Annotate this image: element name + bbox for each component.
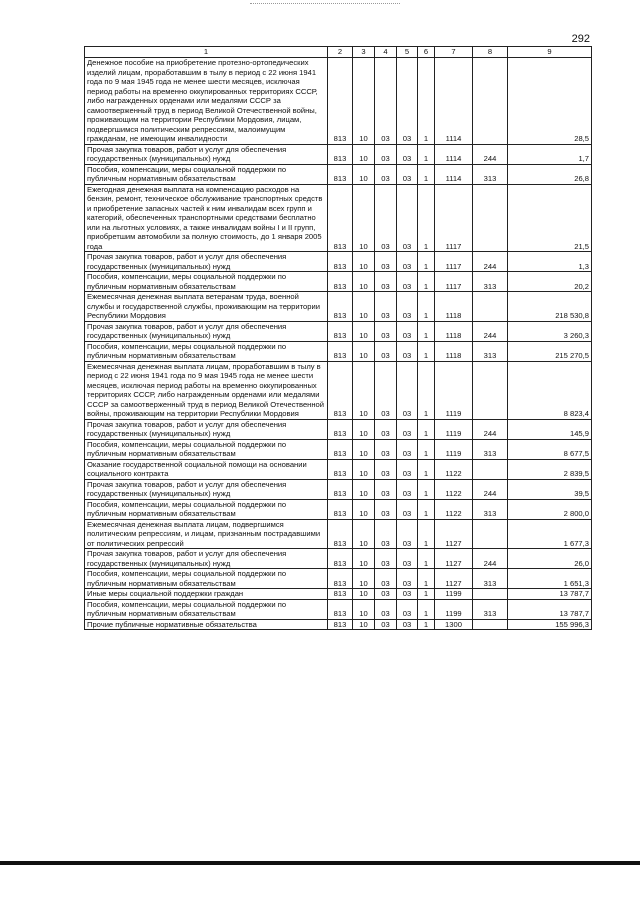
code-cell: 813 bbox=[328, 252, 353, 272]
column-header: 4 bbox=[375, 47, 397, 58]
code-cell: 03 bbox=[397, 519, 418, 549]
row-name: Пособия, компенсации, меры социальной поддержки по публичным нормативным обязательствам bbox=[85, 272, 328, 292]
code-cell: 813 bbox=[328, 341, 353, 361]
code-cell: 03 bbox=[397, 184, 418, 252]
code-cell: 1 bbox=[418, 419, 435, 439]
table-row bbox=[85, 459, 592, 479]
code-cell: 03 bbox=[375, 589, 397, 600]
code-cell: 1119 bbox=[435, 439, 473, 459]
code-cell: 03 bbox=[397, 321, 418, 341]
code-cell: 813 bbox=[328, 619, 353, 630]
code-cell: 03 bbox=[375, 252, 397, 272]
code-cell: 1 bbox=[418, 439, 435, 459]
code-cell: 813 bbox=[328, 321, 353, 341]
table-row bbox=[85, 479, 592, 499]
code-cell: 813 bbox=[328, 144, 353, 164]
code-cell: 244 bbox=[473, 321, 508, 341]
table-row bbox=[85, 619, 592, 630]
code-cell: 1 bbox=[418, 321, 435, 341]
row-name: Прочая закупка товаров, работ и услуг для обеспечения государственных (муниципальных) нужд bbox=[85, 549, 328, 569]
amount-cell: 218 530,8 bbox=[508, 292, 592, 322]
code-cell: 813 bbox=[328, 499, 353, 519]
code-cell: 03 bbox=[375, 164, 397, 184]
table-row bbox=[85, 419, 592, 439]
code-cell: 10 bbox=[353, 439, 375, 459]
code-cell: 03 bbox=[397, 599, 418, 619]
code-cell: 244 bbox=[473, 252, 508, 272]
column-header: 6 bbox=[418, 47, 435, 58]
header-row bbox=[85, 47, 592, 58]
code-cell bbox=[473, 519, 508, 549]
column-header: 2 bbox=[328, 47, 353, 58]
code-cell: 1117 bbox=[435, 252, 473, 272]
code-cell: 1 bbox=[418, 569, 435, 589]
code-cell: 1127 bbox=[435, 519, 473, 549]
code-cell: 03 bbox=[397, 569, 418, 589]
code-cell: 03 bbox=[375, 499, 397, 519]
code-cell: 1 bbox=[418, 599, 435, 619]
code-cell: 813 bbox=[328, 589, 353, 600]
code-cell: 313 bbox=[473, 272, 508, 292]
code-cell: 1118 bbox=[435, 321, 473, 341]
code-cell: 1 bbox=[418, 144, 435, 164]
code-cell: 03 bbox=[397, 479, 418, 499]
column-header: 9 bbox=[508, 47, 592, 58]
code-cell: 313 bbox=[473, 599, 508, 619]
table-row bbox=[85, 519, 592, 549]
page-number: 292 bbox=[571, 33, 590, 45]
code-cell: 813 bbox=[328, 519, 353, 549]
column-header: 7 bbox=[435, 47, 473, 58]
code-cell: 10 bbox=[353, 164, 375, 184]
amount-cell: 8 823,4 bbox=[508, 361, 592, 419]
amount-cell: 26,8 bbox=[508, 164, 592, 184]
row-name: Пособия, компенсации, меры социальной поддержки по публичным нормативным обязательствам bbox=[85, 599, 328, 619]
column-header: 5 bbox=[397, 47, 418, 58]
code-cell: 03 bbox=[375, 619, 397, 630]
code-cell: 03 bbox=[375, 549, 397, 569]
code-cell: 10 bbox=[353, 341, 375, 361]
code-cell: 1122 bbox=[435, 499, 473, 519]
table-row bbox=[85, 321, 592, 341]
code-cell: 10 bbox=[353, 419, 375, 439]
table-row bbox=[85, 58, 592, 145]
amount-cell: 20,2 bbox=[508, 272, 592, 292]
code-cell: 10 bbox=[353, 479, 375, 499]
code-cell: 03 bbox=[397, 164, 418, 184]
code-cell bbox=[473, 58, 508, 145]
code-cell: 03 bbox=[375, 459, 397, 479]
row-name: Оказание государственной социальной помощи на основании социального контракта bbox=[85, 459, 328, 479]
amount-cell: 3 260,3 bbox=[508, 321, 592, 341]
code-cell bbox=[473, 184, 508, 252]
code-cell: 1114 bbox=[435, 164, 473, 184]
code-cell: 1199 bbox=[435, 589, 473, 600]
amount-cell: 2 800,0 bbox=[508, 499, 592, 519]
code-cell: 313 bbox=[473, 341, 508, 361]
code-cell: 03 bbox=[397, 459, 418, 479]
code-cell: 813 bbox=[328, 439, 353, 459]
row-name: Ежемесячная денежная выплата лицам, подвергшимся политическим репрессиям, и лицам, признанным пострадавшими от политических репрессий bbox=[85, 519, 328, 549]
amount-cell: 13 787,7 bbox=[508, 589, 592, 600]
code-cell: 03 bbox=[375, 272, 397, 292]
code-cell: 03 bbox=[397, 252, 418, 272]
row-name: Пособия, компенсации, меры социальной поддержки по публичным нормативным обязательствам bbox=[85, 569, 328, 589]
code-cell: 1119 bbox=[435, 361, 473, 419]
code-cell: 03 bbox=[397, 272, 418, 292]
table-row bbox=[85, 292, 592, 322]
table-row bbox=[85, 439, 592, 459]
table-row bbox=[85, 341, 592, 361]
amount-cell: 2 839,5 bbox=[508, 459, 592, 479]
table-row bbox=[85, 184, 592, 252]
code-cell: 10 bbox=[353, 569, 375, 589]
code-cell: 1 bbox=[418, 549, 435, 569]
code-cell: 813 bbox=[328, 549, 353, 569]
code-cell: 03 bbox=[375, 599, 397, 619]
code-cell: 313 bbox=[473, 439, 508, 459]
row-name: Прочая закупка товаров, работ и услуг для обеспечения государственных (муниципальных) нужд bbox=[85, 144, 328, 164]
code-cell: 1 bbox=[418, 252, 435, 272]
row-name: Прочая закупка товаров, работ и услуг для обеспечения государственных (муниципальных) нужд bbox=[85, 479, 328, 499]
code-cell: 813 bbox=[328, 164, 353, 184]
amount-cell: 1 677,3 bbox=[508, 519, 592, 549]
code-cell bbox=[473, 619, 508, 630]
row-name: Прочая закупка товаров, работ и услуг для обеспечения государственных (муниципальных) нужд bbox=[85, 252, 328, 272]
code-cell: 1 bbox=[418, 589, 435, 600]
code-cell: 244 bbox=[473, 549, 508, 569]
row-name: Прочая закупка товаров, работ и услуг для обеспечения государственных (муниципальных) нужд bbox=[85, 419, 328, 439]
table-row bbox=[85, 144, 592, 164]
code-cell: 03 bbox=[397, 341, 418, 361]
column-header: 3 bbox=[353, 47, 375, 58]
code-cell: 1 bbox=[418, 272, 435, 292]
amount-cell: 1 651,3 bbox=[508, 569, 592, 589]
code-cell: 03 bbox=[375, 58, 397, 145]
amount-cell: 39,5 bbox=[508, 479, 592, 499]
row-name: Прочая закупка товаров, работ и услуг для обеспечения государственных (муниципальных) нужд bbox=[85, 321, 328, 341]
code-cell: 03 bbox=[397, 499, 418, 519]
code-cell: 10 bbox=[353, 144, 375, 164]
code-cell: 1122 bbox=[435, 479, 473, 499]
amount-cell: 1,3 bbox=[508, 252, 592, 272]
code-cell: 813 bbox=[328, 479, 353, 499]
code-cell bbox=[473, 589, 508, 600]
code-cell: 313 bbox=[473, 164, 508, 184]
code-cell: 03 bbox=[397, 619, 418, 630]
code-cell: 1117 bbox=[435, 184, 473, 252]
table-row bbox=[85, 361, 592, 419]
code-cell: 813 bbox=[328, 599, 353, 619]
code-cell: 10 bbox=[353, 619, 375, 630]
code-cell: 1118 bbox=[435, 292, 473, 322]
code-cell bbox=[473, 292, 508, 322]
code-cell: 1 bbox=[418, 499, 435, 519]
row-name: Пособия, компенсации, меры социальной поддержки по публичным нормативным обязательствам bbox=[85, 439, 328, 459]
column-header: 1 bbox=[85, 47, 328, 58]
code-cell: 1 bbox=[418, 164, 435, 184]
code-cell: 813 bbox=[328, 272, 353, 292]
table-row bbox=[85, 272, 592, 292]
code-cell: 10 bbox=[353, 549, 375, 569]
code-cell: 1 bbox=[418, 479, 435, 499]
amount-cell: 26,0 bbox=[508, 549, 592, 569]
code-cell: 1 bbox=[418, 459, 435, 479]
code-cell: 1 bbox=[418, 341, 435, 361]
row-name: Пособия, компенсации, меры социальной поддержки по публичным нормативным обязательствам bbox=[85, 164, 328, 184]
amount-cell: 8 677,5 bbox=[508, 439, 592, 459]
table-row bbox=[85, 599, 592, 619]
code-cell: 1118 bbox=[435, 341, 473, 361]
code-cell: 10 bbox=[353, 589, 375, 600]
code-cell: 03 bbox=[397, 419, 418, 439]
code-cell: 03 bbox=[375, 184, 397, 252]
code-cell: 1300 bbox=[435, 619, 473, 630]
code-cell: 03 bbox=[397, 58, 418, 145]
code-cell: 813 bbox=[328, 184, 353, 252]
code-cell: 813 bbox=[328, 58, 353, 145]
row-name: Иные меры социальной поддержки граждан bbox=[85, 589, 328, 600]
table-row bbox=[85, 164, 592, 184]
code-cell: 10 bbox=[353, 519, 375, 549]
code-cell: 10 bbox=[353, 499, 375, 519]
code-cell: 1127 bbox=[435, 549, 473, 569]
code-cell: 03 bbox=[375, 419, 397, 439]
code-cell: 813 bbox=[328, 459, 353, 479]
code-cell: 1117 bbox=[435, 272, 473, 292]
scan-border bbox=[0, 861, 640, 865]
code-cell: 03 bbox=[375, 361, 397, 419]
table-row bbox=[85, 549, 592, 569]
code-cell: 1 bbox=[418, 361, 435, 419]
column-header: 8 bbox=[473, 47, 508, 58]
code-cell: 313 bbox=[473, 499, 508, 519]
code-cell: 03 bbox=[397, 549, 418, 569]
code-cell: 03 bbox=[397, 439, 418, 459]
amount-cell: 145,9 bbox=[508, 419, 592, 439]
amount-cell: 13 787,7 bbox=[508, 599, 592, 619]
code-cell bbox=[473, 459, 508, 479]
code-cell: 1 bbox=[418, 292, 435, 322]
table-row bbox=[85, 252, 592, 272]
amount-cell: 215 270,5 bbox=[508, 341, 592, 361]
code-cell: 03 bbox=[397, 361, 418, 419]
code-cell: 10 bbox=[353, 292, 375, 322]
row-name: Ежемесячная денежная выплата лицам, проработавшим в тылу в период с 22 июня 1941 года по 9 мая 1945 года не менее шести месяцев, исключая период работы на временно оккупированных территориях СССР, либо награжденным орденами или медалями СССР за самоотверженный труд в период Великой Отечественной войны, проживающим на территории Республики Мордовия bbox=[85, 361, 328, 419]
amount-cell: 1,7 bbox=[508, 144, 592, 164]
code-cell: 10 bbox=[353, 252, 375, 272]
code-cell: 1114 bbox=[435, 144, 473, 164]
budget-table bbox=[84, 46, 592, 630]
code-cell: 813 bbox=[328, 569, 353, 589]
code-cell: 813 bbox=[328, 419, 353, 439]
code-cell: 10 bbox=[353, 321, 375, 341]
row-name: Прочие публичные нормативные обязательства bbox=[85, 619, 328, 630]
table-row bbox=[85, 569, 592, 589]
code-cell: 1 bbox=[418, 58, 435, 145]
code-cell: 03 bbox=[375, 341, 397, 361]
code-cell: 03 bbox=[375, 479, 397, 499]
amount-cell: 21,5 bbox=[508, 184, 592, 252]
code-cell: 10 bbox=[353, 184, 375, 252]
code-cell: 10 bbox=[353, 58, 375, 145]
code-cell: 03 bbox=[375, 292, 397, 322]
row-name: Ежегодная денежная выплата на компенсацию расходов на бензин, ремонт, техническое обслуживание транспортных средств и приобретение запасных частей к ним инвалидам всех групп и категорий, обеспеченных транспортными средствами бесплатно или на льготных условиях, а также инвалидам войны I и II групп, приобретшим автомобили за полную стоимость, до 1 января 2005 года bbox=[85, 184, 328, 252]
code-cell: 813 bbox=[328, 361, 353, 419]
code-cell bbox=[473, 361, 508, 419]
code-cell: 244 bbox=[473, 144, 508, 164]
amount-cell: 28,5 bbox=[508, 58, 592, 145]
code-cell: 244 bbox=[473, 479, 508, 499]
code-cell: 03 bbox=[397, 292, 418, 322]
row-name: Денежное пособие на приобретение протезно-ортопедических изделий лицам, проработавшим в тылу в период с 22 июня 1941 года по 9 мая 1945 года не менее шести месяцев, исключая период работы на временно оккупированных территориях СССР, либо награжденных орденами или медалями СССР за самоотверженный труд в период Великой Отечественной войны, проживающим на территории Республики Мордовия, лицам, подвергшимся политическим репрессиям, малоимущим гражданам, не имеющим инвалидности bbox=[85, 58, 328, 145]
table-row bbox=[85, 589, 592, 600]
code-cell: 03 bbox=[375, 439, 397, 459]
code-cell: 10 bbox=[353, 361, 375, 419]
code-cell: 1119 bbox=[435, 419, 473, 439]
code-cell: 1 bbox=[418, 619, 435, 630]
code-cell: 03 bbox=[375, 569, 397, 589]
code-cell: 03 bbox=[375, 321, 397, 341]
code-cell: 244 bbox=[473, 419, 508, 439]
code-cell: 1199 bbox=[435, 599, 473, 619]
code-cell: 10 bbox=[353, 599, 375, 619]
code-cell: 1127 bbox=[435, 569, 473, 589]
code-cell: 1122 bbox=[435, 459, 473, 479]
amount-cell: 155 996,3 bbox=[508, 619, 592, 630]
code-cell: 03 bbox=[397, 589, 418, 600]
code-cell: 10 bbox=[353, 459, 375, 479]
code-cell: 313 bbox=[473, 569, 508, 589]
code-cell: 813 bbox=[328, 292, 353, 322]
code-cell: 03 bbox=[397, 144, 418, 164]
row-name: Пособия, компенсации, меры социальной поддержки по публичным нормативным обязательствам bbox=[85, 341, 328, 361]
table-row bbox=[85, 499, 592, 519]
code-cell: 10 bbox=[353, 272, 375, 292]
code-cell: 03 bbox=[375, 144, 397, 164]
code-cell: 1 bbox=[418, 519, 435, 549]
code-cell: 03 bbox=[375, 519, 397, 549]
row-name: Ежемесячная денежная выплата ветеранам труда, военной службы и государственной службы, проживающим на территории Республики Мордовия bbox=[85, 292, 328, 322]
row-name: Пособия, компенсации, меры социальной поддержки по публичным нормативным обязательствам bbox=[85, 499, 328, 519]
code-cell: 1114 bbox=[435, 58, 473, 145]
scan-artifact bbox=[250, 3, 400, 8]
code-cell: 1 bbox=[418, 184, 435, 252]
